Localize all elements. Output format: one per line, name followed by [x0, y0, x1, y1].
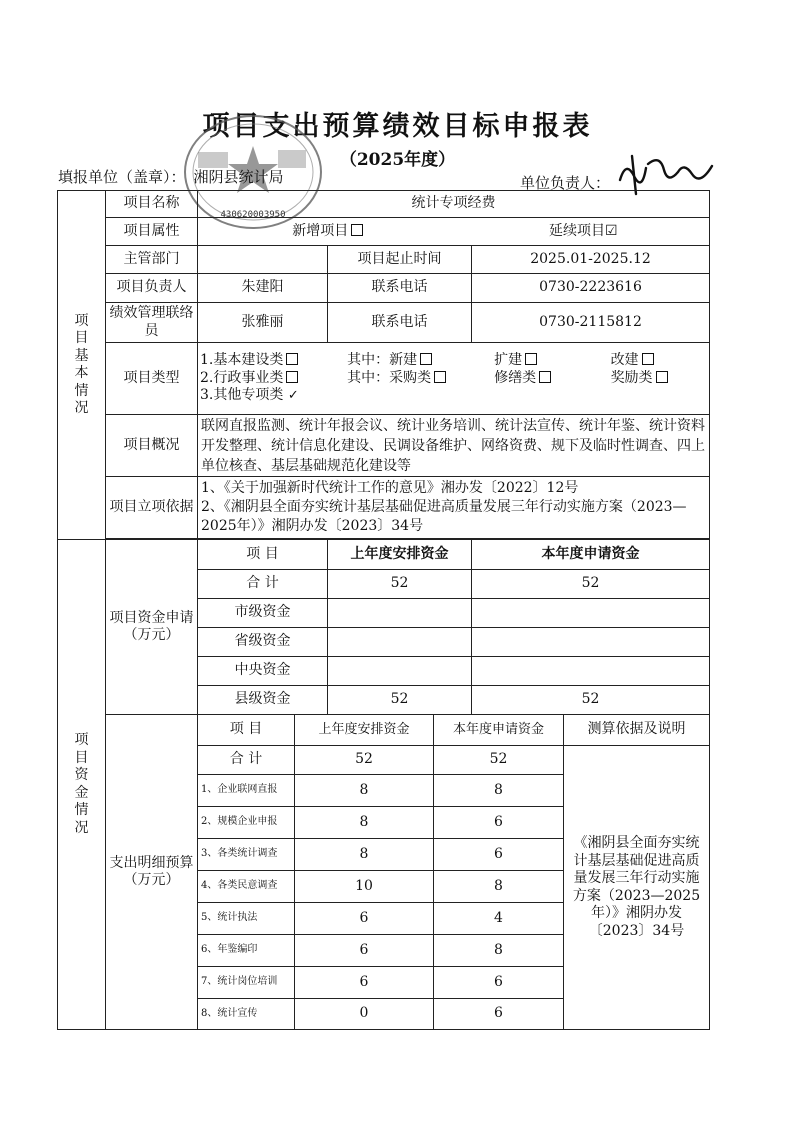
funds-row-city-this — [472, 599, 710, 628]
attr-continue-checkbox[interactable]: ☑ — [604, 222, 618, 239]
detail-item-this: 8 — [434, 775, 564, 807]
funds-row-total-last: 52 — [328, 570, 472, 599]
funds-row-total-this: 52 — [472, 570, 710, 599]
project-attr-options — [198, 218, 710, 246]
fill-unit-label: 填报单位（盖章）： — [58, 168, 186, 186]
detail-item-label: 7、统计岗位培训 — [198, 967, 295, 999]
attr-continue-label: 延续项目 — [548, 222, 605, 239]
detail-col-basis: 测算依据及说明 — [564, 715, 710, 746]
project-name-label: 项目名称 — [106, 191, 198, 218]
detail-total-this: 52 — [434, 746, 564, 775]
type-admin-label: 2.行政事业类 — [200, 369, 284, 386]
detail-item-label: 1、企业联网直报 — [198, 775, 295, 807]
project-attr-label: 项目属性 — [106, 218, 198, 246]
funds-row-province-label: 省级资金 — [198, 628, 328, 657]
funds-col-item: 项 目 — [198, 540, 328, 570]
detail-item-last: 8 — [295, 807, 434, 839]
funds-row-central-label: 中央资金 — [198, 657, 328, 686]
page-title: 项目支出预算绩效目标申报表 — [202, 111, 593, 142]
detail-item-last: 8 — [295, 775, 434, 807]
detail-item-label: 4、各类民意调查 — [198, 871, 295, 903]
detail-col-last: 上年度安排资金 — [295, 715, 434, 746]
detail-label: 支出明细预算（万元） — [106, 715, 198, 1030]
overview-label: 项目概况 — [106, 415, 198, 477]
detail-item-this: 6 — [434, 839, 564, 871]
project-type-options — [198, 343, 710, 415]
basis-line-2: 2、《湘阴县全面夯实统计基层基础促进高质量发展三年行动实施方案（2023—2025年）》湘阴办发〔2023〕34号 — [201, 499, 687, 534]
perf-contact-phone-value: 0730-2115812 — [472, 303, 710, 343]
type-repair-label: 修缮类 — [494, 369, 537, 386]
funds-col-last: 上年度安排资金 — [328, 540, 472, 570]
type-repair-checkbox[interactable] — [539, 371, 551, 383]
basis-label: 项目立项依据 — [106, 477, 198, 539]
overview-value: 联网直报监测、统计年报会议、统计业务培训、统计法宣传、统计年鉴、统计资料开发整理、统计信息化建设、民调设备维护、网络资费、规下及临时性调查、四上单位核查、基层基础规范化建设等 — [198, 415, 710, 477]
detail-item-label: 8、统计宣传 — [198, 999, 295, 1030]
funds-row-total-label: 合 计 — [198, 570, 328, 599]
basis-value — [198, 477, 710, 539]
detail-col-this: 本年度申请资金 — [434, 715, 564, 746]
period-label: 项目起止时间 — [328, 246, 472, 274]
funds-row-county-last: 52 — [328, 686, 472, 715]
detail-item-label: 5、统计执法 — [198, 903, 295, 935]
type-admin-checkbox[interactable] — [286, 371, 298, 383]
detail-item-last: 0 — [295, 999, 434, 1030]
project-type-label: 项目类型 — [106, 343, 198, 415]
type-rebuild-label: 改建 — [610, 352, 639, 369]
type-purchase-checkbox[interactable] — [434, 371, 446, 383]
detail-item-label: 2、规模企业申报 — [198, 807, 295, 839]
detail-item-this: 6 — [434, 967, 564, 999]
type-capital-label: 1.基本建设类 — [200, 352, 284, 369]
section-funds: 项目资金情况 — [58, 540, 106, 1030]
type-rebuild-checkbox[interactable] — [642, 353, 654, 365]
manager-label: 项目负责人 — [106, 274, 198, 303]
detail-item-last: 6 — [295, 967, 434, 999]
perf-contact-phone-label: 联系电话 — [328, 303, 472, 343]
attr-new-checkbox[interactable] — [351, 224, 363, 236]
funds-apply-label: 项目资金申请（万元） — [106, 540, 198, 715]
dept-value — [198, 246, 328, 274]
project-name-value: 统计专项经费 — [198, 191, 710, 218]
detail-basis-note: 《湘阴县全面夯实统计基层基础促进高质量发展三年行动实施方案（2023—2025年）》湘阴办发〔2023〕34号 — [564, 746, 710, 1030]
fill-unit-value: 湘阴县统计局 — [193, 168, 284, 186]
detail-item-last: 10 — [295, 871, 434, 903]
detail-col-item: 项 目 — [198, 715, 295, 746]
type-reward-label: 奖励类 — [610, 369, 653, 386]
type-expand-label: 扩建 — [494, 352, 523, 369]
detail-item-this: 4 — [434, 903, 564, 935]
type-capital-checkbox[interactable] — [286, 353, 298, 365]
attr-new-label: 新增项目 — [292, 222, 349, 239]
detail-item-this: 6 — [434, 807, 564, 839]
basis-line-1: 1、《关于加强新时代统计工作的意见》湘办发〔2022〕12号 — [201, 480, 579, 496]
funds-row-county-label: 县级资金 — [198, 686, 328, 715]
type-special-label: 3.其他专项类 — [200, 387, 284, 404]
svg-text:430620003950: 430620003950 — [220, 210, 286, 220]
funds-row-city-label: 市级资金 — [198, 599, 328, 628]
funds-row-province-this — [472, 628, 710, 657]
funds-row-province-last — [328, 628, 472, 657]
type-new-checkbox[interactable] — [420, 353, 432, 365]
detail-item-label: 6、年鉴编印 — [198, 935, 295, 967]
funds-row-county-this: 52 — [472, 686, 710, 715]
funds-row-central-this — [472, 657, 710, 686]
budget-form-table — [57, 190, 710, 1030]
detail-item-this: 8 — [434, 871, 564, 903]
type-purchase-label: 其中：采购类 — [347, 369, 432, 386]
detail-item-last: 8 — [295, 839, 434, 871]
section-basic-info: 项目基本情况 — [58, 191, 106, 540]
detail-item-this: 8 — [434, 935, 564, 967]
unit-leader-label: 单位负责人： — [520, 174, 611, 192]
funds-row-city-last — [328, 599, 472, 628]
funds-row-central-last — [328, 657, 472, 686]
perf-contact-value: 张雅丽 — [198, 303, 328, 343]
detail-item-this: 6 — [434, 999, 564, 1030]
manager-phone-label: 联系电话 — [328, 274, 472, 303]
manager-phone-value: 0730-2223616 — [472, 274, 710, 303]
detail-item-label: 3、各类统计调查 — [198, 839, 295, 871]
period-value: 2025.01-2025.12 — [472, 246, 710, 274]
dept-label: 主管部门 — [106, 246, 198, 274]
funds-col-this: 本年度申请资金 — [472, 540, 710, 570]
detail-total-label: 合 计 — [198, 746, 295, 775]
type-new-label: 其中：新建 — [347, 352, 418, 369]
detail-total-last: 52 — [295, 746, 434, 775]
type-expand-checkbox[interactable] — [525, 353, 537, 365]
perf-contact-label: 绩效管理联络员 — [106, 303, 198, 343]
page-subtitle: （2025年度） — [339, 150, 456, 170]
detail-item-last: 6 — [295, 903, 434, 935]
type-special-checkmark[interactable]: ✓ — [287, 388, 299, 404]
detail-item-last: 6 — [295, 935, 434, 967]
fill-unit — [58, 166, 284, 187]
manager-value: 朱建阳 — [198, 274, 328, 303]
type-reward-checkbox[interactable] — [656, 371, 668, 383]
